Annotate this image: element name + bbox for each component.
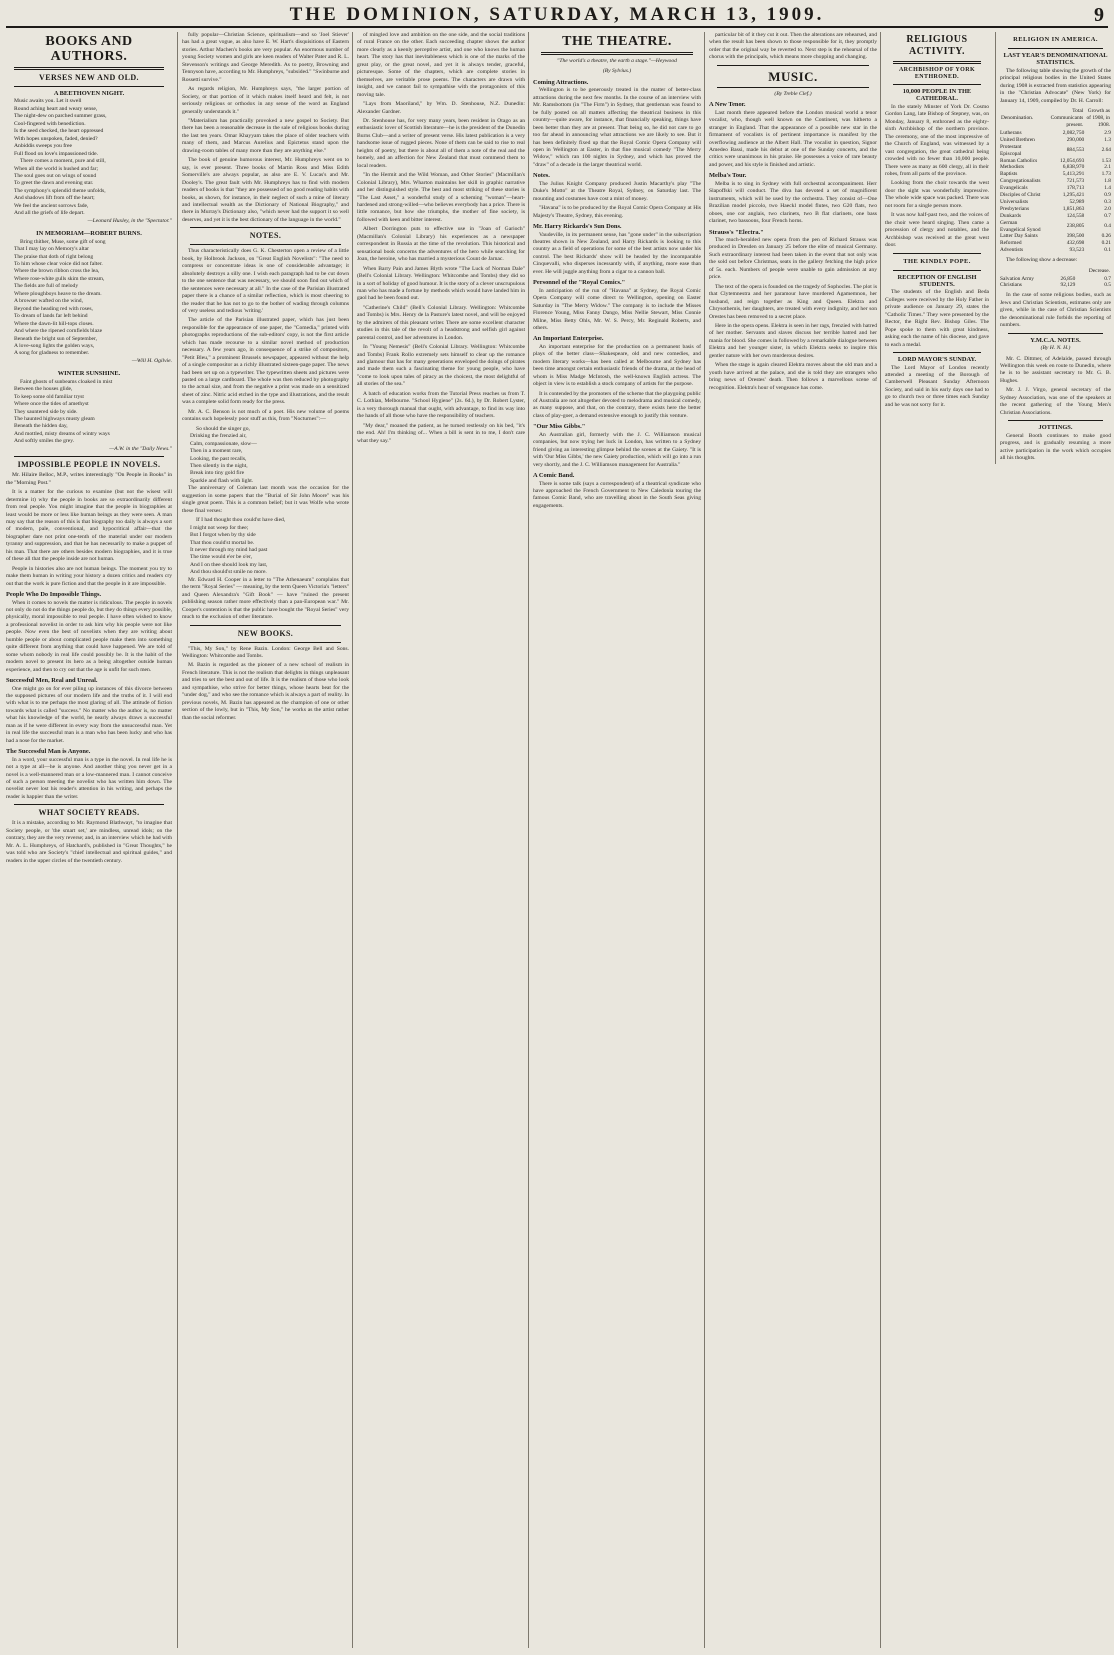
column-1 bbox=[6, 32, 172, 1648]
article-subhead: People Who Do Impossible Things. bbox=[6, 591, 102, 599]
denominations-table bbox=[1000, 107, 1111, 254]
article-subhead: The Successful Man is Anyone. bbox=[6, 748, 91, 756]
table-header-row bbox=[1000, 267, 1111, 276]
article-body-text: There is some talk (says a correspondent) of a theatrical syndicate who have approached the French Government to New Caledonia touring the famous Comic Band, who are travelling about in the South Seas giving engagements. bbox=[533, 480, 701, 509]
poem-credit: —Leonard Huxley, in the "Spectator." bbox=[87, 217, 172, 224]
notes-heading: NOTES. bbox=[249, 231, 282, 241]
table-cell-name: German Evangelical Synod bbox=[1000, 219, 1041, 233]
table-cell-total: 92,129 bbox=[1060, 282, 1076, 289]
table-cell-name: Adventists bbox=[1000, 247, 1024, 254]
article-body-text: General Booth continues to make good progress, and is gradually resuming a more active participation in the work which occupies all his thoughts. bbox=[1000, 432, 1111, 461]
divider bbox=[14, 67, 164, 70]
table-cell-growth: 2.1 bbox=[1104, 164, 1111, 171]
article-body-text: When Barry Pain and James Blyth wrote "The Luck of Norman Dale" (Bell's Colonial Library. Wellington: Whitcombe and Tombs) they did so in a sort of holiday of good humour. It is the story of a clever unscrupulous man who has made a fortune by methods which would have landed him in gaol had he been found out. bbox=[357, 265, 525, 302]
divider bbox=[1008, 333, 1103, 334]
table-cell-name: Christians bbox=[1000, 282, 1022, 289]
article-body-text: The Lord Mayor of London recently attended a meeting of the Borough of Camberwell Pleasant Sunday Afternoon Society, and said in his early days one had to go to church two or three times each Sunday and he was not sorry for it. bbox=[885, 364, 989, 408]
article-subhead: Mr. Harry Rickards's Sun Dons. bbox=[533, 223, 622, 231]
table-cell-name: Universalists bbox=[1000, 198, 1029, 205]
table-cell-name: Protestant Episcopal bbox=[1000, 143, 1022, 157]
table-cell-name: Evangelicals bbox=[1000, 185, 1028, 192]
table-row bbox=[1000, 192, 1111, 199]
table-cell-name: Latter Day Saints bbox=[1000, 233, 1038, 240]
table-cell-growth: 1.3 bbox=[1104, 136, 1111, 143]
column-4 bbox=[528, 32, 701, 1648]
table-row bbox=[1000, 240, 1111, 247]
table-cell-growth: 2.64 bbox=[1101, 147, 1111, 154]
cathedral-lead: 10,000 PEOPLE IN THE CATHEDRAL. bbox=[902, 88, 972, 103]
article-body-text: Thus characteristically does G. K. Chesterton open a review of a little book, by Holbrook Jackson, on "Great English Novelists": "The need to compress or concentrate ideas is one of considerable advantage; it absolutely destroys a silly one. I wish each paragraph had to be cut down to the one sentence that was necessary, we should soon find out which of the sentences were necessary at all." In the case of the Parisian illustrated paper there is a chance of a similar reflection, which is most cheering to the reader that he has not to go to the bother of wading through columns of very useless and tedious 'writing.' bbox=[182, 248, 349, 314]
article-body-text: fully popular—Christian Science, spiritualism—and so 'Joel Stiever' has had a great vogue, as also have E. W. Hart's disquisitions of Eastern stories. Arthur Machen's books are very popular. An enormous number of young Society women and girls are keen readers of Walter Pater and R. L. Stevenson's writings and George Meredith. As to poetry, Browning and Tennyson have, according to Mr. Humphreys, "subsided." "Swinburne and Rossetti survive." bbox=[182, 32, 349, 83]
article-body-text: Looking from the choir towards the west door the sight was wonderfully impressive. The whole wide space was packed. There was not room for a single person more. bbox=[885, 180, 989, 209]
impossible-heading: IMPOSSIBLE PEOPLE IN NOVELS. bbox=[17, 460, 161, 470]
article-body-text: "In the Hermit and the Wild Woman, and Other Stories" (Macmillan's Colonial Library), Mrs. Wharton maintains her skill in graphic narrative and her distinguished style. The best and most striking of these stories is "The Last Asset," a wonderful study of a scheming "woman"—heart-hardened and strong-willed—who believes everybody has a price. There is little romance, but how she triumphs, the mother of fine society, is followed with keen and bitter interest. bbox=[357, 172, 525, 223]
article-body-text: People in histories also are not human beings. The moment you try to make them human in writing your history a dozen critics and readers cry out that the work is pure fiction and that the people in it are impossible. bbox=[6, 565, 172, 587]
column-header: Total Communicants present. bbox=[1050, 108, 1084, 128]
table-row bbox=[1000, 199, 1111, 206]
table-row bbox=[1000, 220, 1111, 234]
article-body-text: It is a matter for the curious to examine (but not the wisest will determine it) why the people in books are so extraordinarily different from real people. You might imagine that the people in biographies at least would be more or less like human beings as they were seen. A man may say that the reason of this is that biography too daily is always a sort of modern, pale, conventional, and hypocritical affair—that the biographer dare not print one-tenth of the material under our modern tyranny and suppression, and that he has necessarily to make a puppet of his man. That there are others besides modern biographies, and it is true of these all that the people inside are not human. bbox=[6, 489, 172, 563]
article-body-text: As regards religion, Mr. Humphreys says, "the larger portion of Society, or that portion of it which makes itself heard and felt, is not seriously religious or orthodox in any sense of the word as England generally understands it." bbox=[182, 86, 349, 115]
divider bbox=[1008, 420, 1103, 421]
theatre-epigraph: "The world's a theatre, the earth a stage."—Heywood bbox=[557, 58, 677, 64]
article-body-text: The much-heralded new opera from the pen of Richard Strauss was produced in Dresden on January 25 before the elite of musical Germany. Such extraordinary interest had been taken in the event that not only was the sold out before Christmas, seats in the gallery fetching the high price of 5s. each. Numbers of people were unable to gain admission at any price. bbox=[709, 236, 877, 281]
article-body-text: The anniversary of Coleman last month was the occasion for the suggestion in some papers that the "Burial of Sir John Moore" was his single great poem. This is a common belief; but it was Wolfe who wrote these final verses: bbox=[182, 485, 349, 514]
article-body-text: In the case of some religious bodies, such as Jews and Christian Scientists, estimates only are given, while in the case of Christian Scientists the denominational rule forbids the reporting of numbers. bbox=[1000, 292, 1111, 329]
books-heading: BOOKS AND AUTHORS. bbox=[45, 34, 133, 64]
article-subhead: Coming Attractions. bbox=[533, 78, 589, 86]
music-byline: (By Treble Clef.) bbox=[774, 90, 812, 97]
article-subhead: Personnel of the "Royal Comics." bbox=[533, 279, 626, 287]
table-cell-total: 2,082,750 bbox=[1062, 129, 1085, 136]
decrease-table bbox=[1000, 267, 1111, 290]
article-body-text: In a word, your successful man is a type in the novel. In real life he is not a type at all—he is anyone. And another thing you never get in a novel is a well-mannered man or a low-mannered man. I cannot conceive of such a person meeting the novelist who has written him down. The novelist never lost his reader's attention in his writing, and perhaps the reader is happier than the writer. bbox=[6, 756, 172, 800]
article-body-text: It is contended by the promoters of the scheme that the playgoing public of Australia are not altogether devoted to melodrama and musical comedy, as many suppose, and that, on the contrary, there exists here the better class of play-goer, a demand extensive enough to justify this venture. bbox=[533, 390, 701, 419]
table-cell-growth: 2.9 bbox=[1104, 129, 1111, 136]
religious-activity-section bbox=[885, 32, 989, 464]
table-cell-name: United Brethren bbox=[1000, 136, 1035, 143]
table-cell-total: 721,573 bbox=[1066, 178, 1085, 185]
article-body-text: "This, My Son," by Rene Bazin. London: George Bell and Sons. Wellington: Whitcombe and Tombs. bbox=[182, 645, 349, 659]
table-cell-growth: 0.1 bbox=[1104, 247, 1111, 254]
article-subhead: "Our Miss Gibbs." bbox=[533, 423, 586, 431]
table-cell-growth: 0.26 bbox=[1101, 233, 1111, 240]
table-cell-total: 178,713 bbox=[1066, 185, 1085, 192]
table-cell-name: Baptists bbox=[1000, 171, 1018, 178]
article-body-text: Dr. Stenhouse has, for very many years, been resident in Otago as an enthusiastic lover of Scottish literature—he is the president of the Dunedin Burns Club—and a writer of present verse. His latest publication is a very handsome issue of rugged pieces. None of them can be said to rise to real heights of poetry, but there is about all of them a note of the real and the homely, and an affection for New Zealand that must commend them to local readers. bbox=[357, 117, 525, 169]
ymca-heading: Y.M.C.A. NOTES. bbox=[1030, 336, 1081, 344]
table-body bbox=[1000, 130, 1111, 254]
table-cell-total: 52,989 bbox=[1069, 198, 1085, 205]
quoted-verse: So should the singer go, Drinking the frenzied air, Calm, compassionate, slow— Then in a moment rare, Looking, the past recalls, Then silently in the night, Break into tiny gold fire Sparkle and flash with light. bbox=[190, 425, 257, 484]
table-row bbox=[1000, 213, 1111, 220]
article-body-text: "Materialism has practically provoked a new gospel to Society. But there has been a reasonable decrease in the sale of religious books during the last ten years. Omar Khayyam takes the place of older teachers with many of them, and Marcus Aurelius and Epictetus stand upon the drawing-room tables of many more than they are anything else." bbox=[182, 117, 349, 154]
article-body-text: Vaudeville, in its permanent sense, has "gone under" in the subscription theatres shown in New Zealand, and Harry Rickards is looking to this country as a field of operations for some of the best artists now under his control. The best Rickards' show will be headed by the incomparable Cinquevalli, who disperses incessantly with, if anything, more ease than ever. He will juggle anything from a cigar to a cannon ball. bbox=[533, 231, 701, 275]
table-cell-growth: 0.9 bbox=[1104, 192, 1111, 199]
table-cell-name: Salvation Army bbox=[1000, 275, 1034, 282]
stats-heading: LAST YEAR'S DENOMINATIONAL STATISTICS. bbox=[1003, 52, 1108, 67]
poem-credit: —Will H. Ogilvie. bbox=[131, 357, 172, 364]
article-body-text: of mingled love and ambition on the one side, and the social traditions of rural France on the other. Each succeeding chapter shows the author more clearly as a keenly perceptive artist, and one who knows the human heart. The story has that inevitableness which is one of the marks of the great play, or the great novel, and yet it is always tender, graceful, picturesque. Some of the chapters, which are complete stories in themselves, are veritable prose poems. The characters are drawn with insight, and we cannot fail to sympathise with the protagonists of this moving tale. bbox=[357, 32, 525, 98]
divider bbox=[190, 642, 341, 643]
article-body-text: The article of the Parisian illustrated paper, which has just been responsible for the appearance of one paper, the "Comedia," printed with photographs reproductions of the sub-editors' copy, is not the first article which has made recourse to a similar novel method of production necessary. A few years ago, in consequence of a strike of compositors, "Petit Bleu," a prominent Brussels newspaper, appeared without the help of a single compositor as a richly illustrated sixteen-page paper. The news had been set up on a typewriter. The typewritten sheets and pictures were pasted on a large cardboard. The whole was then reduced by photography to the actual size, and from the negative a print was made on a sensitized sheet of zinc. Nitric acid etched in the type and illustrations, and the result was a complete solid form ready for the press. bbox=[182, 317, 349, 406]
table-cell-total: 124,558 bbox=[1066, 212, 1085, 219]
table-cell-total: 5,413,291 bbox=[1062, 171, 1085, 178]
table-cell-total: 1,851,863 bbox=[1062, 205, 1085, 212]
table-cell-growth: 0.3 bbox=[1104, 198, 1111, 205]
article-body-text: The Julius Knight Company produced Justin Macarthy's play "The Duke's Motto" at the Theatre Royal, Sydney, on Saturday last. The mounting and costumes have cost a mint of money. bbox=[533, 180, 701, 202]
divider bbox=[14, 804, 164, 805]
quoted-verse: If I had thought thou could'st have died, I might not weep for thee; But I forgot when by thy side That thou could'st mortal be. It never through my mind had past The time would e'er be o'er, And I on thee should look my last, And thou should'st smile no more. bbox=[190, 517, 286, 576]
table-row bbox=[1000, 178, 1111, 185]
article-body-text: When the stage is again cleared Elektra moves about the old man and a youth have arrived at the palace, and she is told they are strangers who bring news of Orestes' death. Then follows a marvellous scene of recognition. Elektra's hour of vengeance has come. bbox=[709, 362, 877, 391]
newspaper-title: THE DOMINION, SATURDAY, MARCH 13, 1909. bbox=[289, 4, 825, 25]
column-header: Growth as of 1908, in 1908. bbox=[1086, 108, 1110, 128]
table-cell-name: Dunkards bbox=[1000, 212, 1021, 219]
divider bbox=[190, 244, 341, 245]
verses-heading: VERSES NEW AND OLD. bbox=[39, 73, 139, 82]
column-header: Denomination. bbox=[1001, 115, 1034, 122]
column-6-split bbox=[885, 32, 1111, 464]
article-body-text: Mr. J. J. Virgo, general secretary of the Sydney Association, was one of the speakers at the recent gathering of the Young Men's Christian Associations. bbox=[1000, 387, 1111, 416]
table-cell-name: Congregationalists bbox=[1000, 178, 1041, 185]
poem-title: A BEETHOVEN NIGHT. bbox=[53, 90, 125, 97]
table-cell-total: 26,850 bbox=[1060, 275, 1076, 282]
divider bbox=[1008, 48, 1103, 49]
article-body-text: The book of genuine humorous interest, Mr. Humphreys went on to say, is ever present. Three books of Martin Ross and Miss Edith Somerville's are always popular, as also are E. V. Lucas's and Mr. Dooley's. The great fault with Mr. Humphreys has to find with modern readers of books is that "they are possessed of no good reading habits with books, as shown, for instance, in their neglect of such a mine of literary and intellectual wealth as the Dictionary of National Biography," and there in Murray's Dictionary also, "which never had the support it so well deserves, and yet it is the best dictionary of the language in the world." bbox=[182, 157, 349, 223]
table-cell-growth: 0.7 bbox=[1104, 212, 1111, 219]
archbishop-subheading: ARCHBISHOP OF YORK ENTHRONED. bbox=[898, 67, 976, 80]
table-cell-total: 432,698 bbox=[1066, 240, 1085, 247]
table-row bbox=[1000, 137, 1111, 144]
table-cell-total: 12,054,693 bbox=[1060, 157, 1085, 164]
jottings-heading: JOTTINGS. bbox=[1038, 424, 1073, 432]
page-number: 9 bbox=[1094, 4, 1104, 26]
article-subhead: Strauss's "Electra." bbox=[709, 228, 764, 236]
poem-text: Music awaits you. Let it swell Round aching heart and weary sense, The night-dew on parched summer grass, Cool-fingered with benediction. Is the seed checked, the heart oppressed With hopes unspoken, faded, denied? Anbiddis sweeps you free Full flood on love's impassioned tide. bbox=[14, 98, 107, 157]
table-cell-total: 1,295,421 bbox=[1062, 192, 1085, 199]
article-body-text: When it comes to novels the matter is ridiculous. The people in novels not only do not do the things people do, but they do things every possible, physically, moral impossible to real people. I have often wished to know a professional novelist in order to ask him why his people were not like people. Now even the best of novelists when they are writing about humble people or about complicated people make them into something quite different from anything that could have happened. We are told of some whom nobody in real life could possibly be. It is the habit of the modern novel to present its hero as a being altogether outside human experience, and then to cry out that the age is unfit for such men. bbox=[6, 599, 172, 673]
table-cell-total: 884,553 bbox=[1066, 147, 1085, 154]
theatre-heading: THE THEATRE. bbox=[562, 34, 672, 49]
divider bbox=[190, 227, 341, 228]
table-cell-growth: 0.5 bbox=[1104, 282, 1111, 289]
column-2 bbox=[177, 32, 349, 1648]
article-body-text: The text of the opera is founded on the tragedy of Sophocles. The plot is that Clytemnestra and her paramour have murdered Agamemnon, her husband, and reign together as King and Queen. Elektra and Chrysothemis, her daughters, are treated with every indignity, and her son Orestes has been removed to a secret place. bbox=[709, 283, 877, 320]
divider bbox=[14, 86, 164, 87]
divider bbox=[893, 253, 981, 254]
poem-title: IN MEMORIAM—ROBERT BURNS. bbox=[36, 230, 142, 238]
divider bbox=[541, 52, 693, 55]
article-body-text: It is a mistake, according to Mr. Raymond Blathwayt, "to imagine that Society people, or 'the smart set,' are mindless, unread idols; on the contrary, they are the very reverse; and, in an interview which he had with Mr. A. L. Humphreys, of Hatchard's, published in "Great Thoughts," he was told who are Society's "chief intellectual and spiritual guides," and readers in the upper circles of the twentieth century. bbox=[6, 820, 172, 864]
divider bbox=[893, 61, 981, 64]
ymca-byline: (By H. N. H.) bbox=[1040, 345, 1071, 352]
article-body-text: Mr. A. C. Benson is not much of a poet. His new volume of poems contains such hopelessly poor stuff as this, from "Nocturnes":— bbox=[182, 408, 349, 423]
article-body-text: Here in the opera opens. Elektra is seen in her rags, frenzied with hatred of her mother. Servants and slaves discuss her terrible hatred and her mania for blood. She comes in followed by a remarkable dialogue between Elektra and her younger sister, in which Elektra seeks to inspire this gentler nature with her own murderous desires. bbox=[709, 322, 877, 359]
table-cell-name: Methodists bbox=[1000, 164, 1024, 171]
table-row bbox=[1000, 164, 1111, 171]
table-header-row bbox=[1000, 107, 1111, 130]
article-body-text: Last month there appeared before the London musical world a tenor vocalist, who, though well known on the Continent, was hitherto a stranger in England. That the appearance of a possible new star in the firmament of vocalists is of pertinent importance is manifest by the overflowing audience at the Albert Hall. The vocalist in question, Signor Amedeo Bassi, made his debut at one of the Sunday concerts, and the critics were unanimous in his praise. He possesses a voice of rare beauty and power, and his style is finished and artistic. bbox=[709, 109, 877, 168]
lord-mayor-heading: LORD MAYOR'S SUNDAY. bbox=[897, 356, 977, 364]
article-body-text: "Catherine's Child" (Bell's Colonial Library. Wellington: Whitcombe and Tombs) is Mrs. Henry de la Pasture's latest novel, and will be enjoyed by the admirers of this pleasant writer. There are some excellent character studies in this tale of the revolt of a headstrong and selfish girl against parental control, and her adventures in London. bbox=[357, 304, 525, 341]
table-cell-name: Roman Catholics bbox=[1000, 157, 1038, 164]
table-body bbox=[1000, 276, 1111, 290]
stats-intro: The following table showing the growth of the principal religious bodies in the United States during 1908 is extracted from statistics appearing in the "Christian Advocate" (New York) for January 14, 1909, compiled by Dr. H. Carroll: bbox=[1000, 67, 1111, 104]
article-body-text: In "Young Nemesis" (Bell's Colonial Library. Wellington: Whitcombe and Tombs) Frank Rollo extremely sets himself to clear up the romance and glamour that has for many generations enveloped the doings of pirates and made them such a fascinating theme for young people, who have "come to look upon tales of piracy as the choicest, the most delightful of all stories of the sea." bbox=[357, 344, 525, 388]
reception-heading: RECEPTION OF ENGLISH STUDENTS. bbox=[897, 273, 977, 288]
column-header: Decrease. bbox=[1088, 267, 1110, 274]
article-body-text: An important enterprise for the production on a permanent basis of plays of the better class—Shakespeare, old and new comedies, and modern literary works—has been called at Melbourne and Sydney has been time amongst certain enthusiastic friends of the drama, at the head of whom is Miss Madge McIntosh, the well-known English actress. The object in view is to establish a stock company of artists for the purpose. bbox=[533, 343, 701, 388]
table-cell-growth: 1.8 bbox=[1104, 178, 1111, 185]
divider bbox=[190, 625, 341, 626]
article-body-text: An Australian girl, formerly with the J. C. Williamson musical companies, but now trying her luck in London, has written to a Sydney friend giving an interesting glimpse behind the scenes at the Gaiety. "It is with 'Our Miss Gibbs,' the new Gaiety production, which will go into a run very shortly, and the J. C. Williamson management for Australia." bbox=[533, 431, 701, 468]
newbooks-heading: NEW BOOKS. bbox=[237, 628, 294, 638]
table-cell-name: Presbyterians bbox=[1000, 205, 1030, 212]
table-cell-growth: 1.4 bbox=[1104, 185, 1111, 192]
article-body-text: Mr. Edward H. Cooper in a letter to "The Athenaeum" complains that the term "Royal Series" — meaning, by the term Queen Victoria's "letters" and Queen Alexandra's "Gift Book" — have "ruined the present publishing season rather more effectively than a pan-European war." Mr. Cooper's contention is that the public have bought the "Royal Series" very much to the exclusion of other literature. bbox=[182, 576, 349, 621]
divider bbox=[893, 84, 981, 85]
table-row bbox=[1000, 130, 1111, 137]
table-cell-growth: 1.73 bbox=[1101, 171, 1111, 178]
article-subhead: Successful Men, Real and Unreal. bbox=[6, 677, 98, 685]
article-body-text: In anticipation of the run of "Havana" at Sydney, the Royal Comic Opera Company will come direct to Wellington, opening on Easter Saturday in "The Merry Widow." The company is to include the Misses Florence Young, Miss Fanny Dango, Miss Nellie Stewart, Miss Connie Milne, Miss Betty Ohls, Mr. W. S. Percy, Mr. Reginald Roberts, and others. bbox=[533, 287, 701, 331]
column-3 bbox=[352, 32, 525, 1648]
article-body-text: A batch of education works from the Tutorial Press reaches us from T. C. Lothian, Melbourne. "School Hygiene" (2s. 6d.), by Dr. Robert Lyster, is a very thorough manual that ought, with advantage, to find its way into the hands of all those who have the responsibility of teachers. bbox=[357, 390, 525, 420]
table-row bbox=[1000, 158, 1111, 165]
article-body-text: The students of the English and Beda Colleges were received by the Holy Father in private audience on January 29, states the "Catholic Times." They were presented by the Rector, the Right Rev. Bishop Giles. The Pope spoke to them with great kindness, asking each the name of his diocese, and gave to each a medal. bbox=[885, 289, 989, 348]
poem-body-text: Bring thither, Muse, some gift of song That I may lay on Memory's altar The praise that doth of right belong To him whose clear voice did not falter. Where the brown ribbon cross the lea, Where rose-white gulls skim the stream, The fields are full of melody Where ploughboys heave to the dream. A browser wafted on the wind, Beyond the heading red with roses, To dream of lands far left behind Where the dawn-lit hill-tops closes. And where the ripened cornfields blaze Beneath the bright sun of September, A love-song lights the golden ways, A song for gladness to remember. bbox=[14, 238, 106, 357]
article-lead: Mr. Hilaire Belloc, M.P., writes interestingly "On People in Books" in the "Morning Post." bbox=[6, 472, 172, 486]
article-body-text: In the stately Minster of York Dr. Cosmo Gordon Lang, late Bishop of Stepney, was, on Monday, January 8, enthroned as the eighty-sixth Archbishop of the northern province. The ceremony, one of the most impressive of the Church of England, was witnessed by a vast congregation, the great cathedral being crowded with no fewer than 10,000 people. There were as many as 600 clergy, all in their robes, from all parts of the province. bbox=[885, 103, 989, 177]
table-cell-total: 238,805 bbox=[1066, 223, 1085, 230]
music-heading: MUSIC. bbox=[768, 68, 818, 84]
table-cell-total: 6,838,970 bbox=[1062, 164, 1085, 171]
table-row bbox=[1000, 276, 1111, 283]
america-heading: RELIGION IN AMERICA. bbox=[1013, 36, 1098, 43]
column-6 bbox=[880, 32, 1111, 1648]
article-body-text: Albert Dorrington puts to effective use in "Joan of Garioch" (Macmillan's Colonial Library) his experiences as a newspaper correspondent in Russia at the time of the revolution. This historical and sensational book concerns the adventures of the hero while searching for Joan, the heroine, who has married a mysterious Count de Jarnac. bbox=[357, 226, 525, 263]
poem-body-text: Faint ghosts of sunbeams cloaked in mist Between the houses glide, To keep some old familiar tryst Where once the tides of amethyst They sauntered side by side. The haunted highways musty gleam Beneath the hidden day, And mottled, misty dreams of wintry ways And softly smiles the grey. bbox=[14, 378, 113, 445]
column-5 bbox=[704, 32, 877, 1648]
table-row bbox=[1000, 247, 1111, 254]
divider bbox=[717, 65, 869, 66]
religious-heading: RELIGIOUS ACTIVITY. bbox=[906, 34, 968, 57]
article-subhead: Melba's Tour. bbox=[709, 172, 747, 180]
article-subhead: A New Tenor. bbox=[709, 101, 746, 109]
divider bbox=[14, 456, 164, 457]
article-subhead: An Important Enterprise. bbox=[533, 335, 604, 343]
decrease-label: The following show a decrease: bbox=[1006, 257, 1078, 264]
table-row bbox=[1000, 206, 1111, 213]
poem-credit: —A.W. in the "Daily News." bbox=[109, 445, 172, 452]
article-body-text: "Havana" is to be produced by the Royal Comic Opera Company at His Majesty's Theatre, Sydney, this evening. bbox=[533, 205, 701, 219]
table-row bbox=[1000, 171, 1111, 178]
table-cell-name: Disciples of Christ bbox=[1000, 192, 1041, 199]
table-cell-growth: 0.7 bbox=[1104, 275, 1111, 282]
divider bbox=[893, 352, 981, 353]
article-body-text: Wellington is to be generously treated in the matter of better-class attractions during the next few months. In the course of an interview with Mr. Ramsbottom (in "The Firm") in Sydney, that gentleman was found to be fully posted on all matters affecting the theatrical business in this country—quite aware, for instance, that financially speaking, things have been better than they are at present. That being so, he did not care to go too far ahead in announcing what attractions we are likely to see. But it has been definitely fixed up that the Royal Comic Opera Company will open in Wellington at Easter, in that fine musical comedy "The Merry Widow," which ran 100 nights in Sydney, and which has proved the "draw" of a decade in the larger theatrical world. bbox=[533, 87, 701, 168]
table-row bbox=[1000, 144, 1111, 158]
table-cell-total: 398,500 bbox=[1066, 233, 1085, 240]
society-heading: WHAT SOCIETY READS. bbox=[38, 808, 140, 818]
article-body-text: One might go on for ever piling up instances of this divorce between the supposed pictures of our modern life and the truths of it. I will end with what is to me perhaps the most glaring of all. The attitude of fiction towards what is called "success." No matter who the author is, no matter what his knowledge of the world, he nearly always draws a successful man as if he were different in every way from the unsuccessful man. Yet in real life the successful man is a man who has been lucky and who has had a nose for the market. bbox=[6, 685, 172, 744]
table-cell-total: 93,523 bbox=[1069, 247, 1085, 254]
divider bbox=[893, 270, 981, 271]
kindly-pope-heading: THE KINDLY POPE. bbox=[903, 257, 971, 265]
article-body-text: M. Bazin is regarded as the pioneer of a new school of realism in French literature. This is not the realism that delights in things unpleasant and tries to set the best and out of life. It is the realism of those who look and sympathise, who strive for better things, whose hearts beat for the "under dog," and who see the romance which is always a part of reality. In previous novels, M. Bazin has appeared as the champion of one or other section of the lowly, but in "This, My Son," he works as the artist rather than the social reformer. bbox=[182, 662, 349, 721]
article-subhead: Notes. bbox=[533, 172, 550, 180]
table-cell-growth: 1.53 bbox=[1101, 157, 1111, 164]
poem-body-text: There comes a moment, pure and still, When all the world is hushed and far; The soul goes out on wings of sound To greet the dawn and evening star. The symphony's splendid theme unfolds, And shadows lift from off the heart; We feel the ancient sorrows fade, And all the griefs of life depart. bbox=[14, 158, 106, 217]
article-body-text: "Lays from Maoriland," by Wm. D. Stenhouse, N.Z. Dunedin: Alexander Gardner. bbox=[357, 101, 525, 115]
theatre-byline: (By Sylvius.) bbox=[602, 68, 632, 75]
table-cell-growth: 2.0 bbox=[1104, 205, 1111, 212]
article-body-text: particular bit of it they cut it out. Then the alterations are rehearsed, and when the result has been shown to those responsible for it, they promptly order that the original way be reverted to. Next step is the rehearsal of the chorus with the principals, which means more chopping and changing. bbox=[709, 32, 877, 61]
table-row bbox=[1000, 185, 1111, 192]
table-cell-name: Reformed bbox=[1000, 240, 1022, 247]
table-cell-growth: 0.4 bbox=[1104, 223, 1111, 230]
poem-title: WINTER SUNSHINE. bbox=[57, 370, 121, 378]
table-row bbox=[1000, 282, 1111, 289]
table-cell-growth: 0.21 bbox=[1101, 240, 1111, 247]
article-body-text: Mr. C. Dittmer, of Adelaide, passed through Wellington this week en route to Dunedin, where he is to be assistant secretary to Mr. G. B. Hughes. bbox=[1000, 355, 1111, 384]
table-cell-total: 290,000 bbox=[1066, 136, 1085, 143]
masthead bbox=[6, 4, 1108, 28]
article-body-text: It was now half-past two, and the voices of the choir were heard singing. Then came a procession of clergy and notables, and the Archbishop was received at the great west door. bbox=[885, 212, 989, 249]
table-cell-name: Lutherans bbox=[1000, 129, 1022, 136]
article-body-text: "My dear," moaned the patient, as he turned restlessly on his bed, "it's the end. Ah! I'm thinking of... When a bill is sent in to me, I don't care what they say." bbox=[357, 422, 525, 444]
divider bbox=[717, 87, 869, 88]
religion-in-america-section bbox=[995, 32, 1111, 464]
article-body-text: Melba is to sing in Sydney with full orchestral accompaniment. Herr Slapoffski will conduct. The diva has devoted a set of magnificent instruments, which will be used by the orchestra. They consist of—One Brazilian model piccolo, two Haeckl model flutes, two G20 flats, two oboes, one cor anglais, two clarinets, two B flat clarinets, one bass clarinet, two bassoons, four French horns. bbox=[709, 180, 877, 225]
article-subhead: A Comic Band. bbox=[533, 472, 575, 480]
